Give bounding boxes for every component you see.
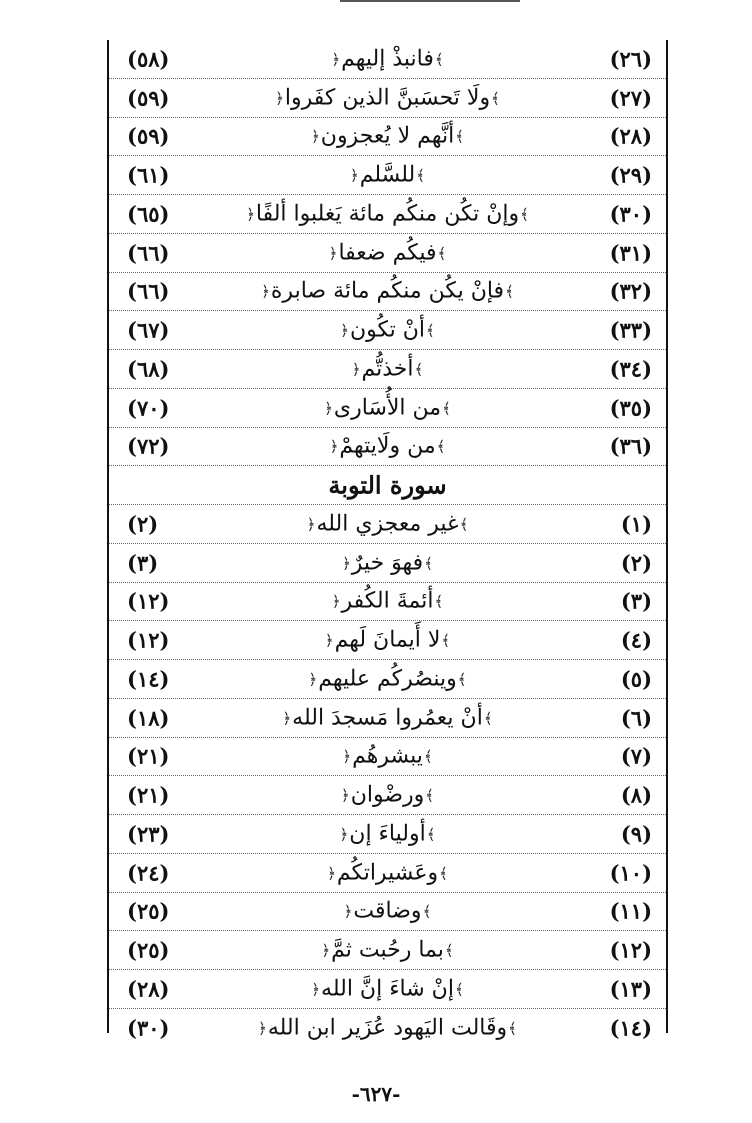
ornate-bracket-icon: ﴿ [246, 205, 255, 224]
page-reference: (٧٠) [127, 395, 170, 421]
page-reference: (٦٦) [127, 240, 170, 266]
verse-number: (١٠) [609, 860, 652, 886]
verse-text: ﴾أنَّهم لا يُعجزون﴿ [310, 123, 464, 149]
ornate-bracket-icon: ﴾ [436, 437, 446, 456]
verse-number: (٥) [620, 666, 652, 692]
page-reference: (٧٢) [127, 433, 170, 459]
verse-text: ﴾ولَا تَحسَبنَّ الذين كفَروا﴿ [275, 85, 500, 111]
verse-text: ﴾فيكُم ضعفا﴿ [328, 240, 447, 266]
verse-number: (١٢) [609, 937, 652, 963]
page-number: -٦٢٧- [351, 1082, 401, 1106]
verse-text: ﴾وقَالت اليَهود عُزَير ابن الله﴿ [258, 1015, 517, 1041]
verse-number: (٩) [620, 821, 652, 847]
ornate-bracket-icon: ﴾ [454, 980, 464, 999]
table-row [109, 738, 666, 777]
ornate-bracket-icon: ﴿ [331, 592, 341, 611]
ornate-bracket-icon: ﴾ [444, 941, 454, 960]
verse-text: ﴾غير معجزي الله﴿ [306, 511, 469, 537]
ornate-bracket-icon: ﴿ [342, 554, 351, 573]
ornate-bracket-icon: ﴾ [508, 1019, 517, 1038]
table-row [109, 389, 666, 428]
page-reference: (٦٧) [127, 317, 170, 343]
ornate-bracket-icon: ﴾ [459, 515, 469, 534]
ornate-bracket-icon: ﴾ [505, 282, 514, 301]
ornate-bracket-icon: ﴿ [258, 1019, 267, 1038]
page-reference: (٥٩) [127, 123, 170, 149]
page-reference: (٢٨) [127, 976, 170, 1002]
verse-text: ﴾بما رحُبت ثمَّ﴿ [321, 937, 454, 963]
surah-heading-row [109, 466, 666, 505]
ornate-bracket-icon: ﴾ [455, 127, 464, 146]
verse-text: ﴾أنْ تكُون﴿ [340, 317, 435, 343]
ornate-bracket-icon: ﴿ [340, 321, 349, 340]
ornate-bracket-icon: ﴾ [434, 50, 444, 69]
ornate-bracket-icon: ﴿ [282, 709, 292, 728]
verse-number: (١٤) [609, 1015, 652, 1041]
table-row [109, 699, 666, 738]
verse-text: ﴾أئمةَ الكُفر﴿ [331, 588, 444, 614]
ornate-bracket-icon: ﴾ [441, 631, 451, 650]
verse-text: ﴾يبشرهُم﴿ [342, 743, 433, 769]
ornate-bracket-icon: ﴿ [308, 670, 318, 689]
table-row [109, 931, 666, 970]
ornate-bracket-icon: ﴾ [437, 244, 447, 263]
ornate-bracket-icon: ﴾ [426, 321, 435, 340]
ornate-bracket-icon: ﴿ [329, 437, 339, 456]
verse-text: ﴾وينصُركُم عليهم﴿ [308, 666, 467, 692]
ornate-bracket-icon: ﴾ [439, 864, 448, 883]
page-reference: (٣) [127, 550, 159, 576]
page-reference: (١٨) [127, 705, 170, 731]
table-row [109, 273, 666, 312]
ornate-bracket-icon: ﴾ [424, 554, 433, 573]
ornate-bracket-icon: ﴾ [483, 709, 493, 728]
ornate-bracket-icon: ﴾ [442, 399, 451, 418]
table-row [109, 195, 666, 234]
verse-number: (١٣) [609, 976, 652, 1002]
verse-text: ﴾وعَشيراتكُم﴿ [327, 860, 448, 886]
ornate-bracket-icon: ﴿ [311, 980, 321, 999]
verse-number: (٢٧) [609, 85, 652, 111]
ornate-bracket-icon: ﴿ [339, 825, 349, 844]
ornate-bracket-icon: ﴾ [457, 670, 467, 689]
verse-index-table [107, 40, 668, 1041]
verse-text: ﴾لا أَيمانَ لَهم﴿ [324, 627, 451, 653]
table-row [109, 660, 666, 699]
ornate-bracket-icon: ﴿ [351, 360, 361, 379]
table-row [109, 544, 666, 583]
table-row [109, 118, 666, 157]
verse-text: ﴾ورضْوان﴿ [340, 782, 435, 808]
page-reference: (٢٥) [127, 937, 170, 963]
page-reference: (٥٩) [127, 85, 170, 111]
verse-number: (٣٠) [609, 201, 652, 227]
table-row [109, 776, 666, 815]
ornate-bracket-icon: ﴿ [340, 786, 350, 805]
verse-text: ﴾من الأُسَارى﴿ [324, 395, 451, 421]
verse-number: (٣٦) [609, 433, 652, 459]
verse-number: (٣٤) [609, 356, 652, 382]
verse-text: ﴾أخذتُّم﴿ [351, 356, 424, 382]
verse-number: (٣) [620, 588, 652, 614]
ornate-bracket-icon: ﴿ [275, 89, 284, 108]
table-rows [109, 40, 666, 1048]
ornate-bracket-icon: ﴾ [414, 360, 424, 379]
table-row [109, 234, 666, 273]
ornate-bracket-icon: ﴾ [426, 825, 436, 844]
verse-text: ﴾وضاقت﴿ [343, 898, 432, 924]
table-row [109, 505, 666, 544]
ornate-bracket-icon: ﴾ [416, 166, 426, 185]
ornate-bracket-icon: ﴾ [434, 592, 444, 611]
ornate-bracket-icon: ﴾ [423, 747, 433, 766]
top-rule [340, 0, 520, 2]
page-reference: (٢١) [127, 782, 170, 808]
ornate-bracket-icon: ﴿ [349, 166, 359, 185]
page-reference: (٢١) [127, 743, 170, 769]
page-reference: (٢٤) [127, 860, 170, 886]
table-row [109, 79, 666, 118]
ornate-bracket-icon: ﴾ [491, 89, 500, 108]
ornate-bracket-icon: ﴿ [342, 747, 352, 766]
page-reference: (١٤) [127, 666, 170, 692]
verse-number: (٣٢) [609, 278, 652, 304]
ornate-bracket-icon: ﴾ [425, 786, 435, 805]
verse-number: (٢٨) [609, 123, 652, 149]
page-reference: (١٢) [127, 627, 170, 653]
table-row [109, 350, 666, 389]
ornate-bracket-icon: ﴿ [261, 282, 270, 301]
verse-number: (٣٣) [609, 317, 652, 343]
table-row [109, 40, 666, 79]
verse-number: (١١) [609, 898, 652, 924]
verse-number: (٧) [620, 743, 652, 769]
verse-number: (٢٦) [609, 46, 652, 72]
verse-number: (٢٩) [609, 162, 652, 188]
ornate-bracket-icon: ﴿ [306, 515, 316, 534]
verse-text: ﴾فإنْ يكُن منكُم مائة صابرة﴿ [261, 278, 514, 304]
table-row [109, 311, 666, 350]
ornate-bracket-icon: ﴿ [324, 631, 334, 650]
table-row [109, 428, 666, 467]
table-row [109, 854, 666, 893]
table-row [109, 1009, 666, 1048]
table-row [109, 621, 666, 660]
page-reference: (٦٦) [127, 278, 170, 304]
ornate-bracket-icon: ﴿ [321, 941, 331, 960]
verse-text: ﴾أنْ يعمُروا مَسجدَ الله﴿ [282, 705, 493, 731]
page-reference: (٦٥) [127, 201, 170, 227]
page-reference: (٢) [127, 511, 159, 537]
page-reference: (٣٠) [127, 1015, 170, 1041]
ornate-bracket-icon: ﴿ [327, 864, 336, 883]
verse-text: ﴾فهوَ خيرٌ﴿ [342, 550, 433, 576]
ornate-bracket-icon: ﴾ [422, 902, 432, 921]
verse-number: (٨) [620, 782, 652, 808]
table-row [109, 815, 666, 854]
table-row [109, 893, 666, 932]
page-reference: (٦١) [127, 162, 170, 188]
table-row [109, 156, 666, 195]
verse-text: ﴾فانبذْ إليهم﴿ [331, 46, 444, 72]
surah-heading: سورة التوبة [328, 470, 447, 500]
verse-number: (٤) [620, 627, 652, 653]
verse-number: (٣٥) [609, 395, 652, 421]
verse-number: (١) [620, 511, 652, 537]
verse-text: ﴾للسَّلم﴿ [349, 162, 426, 188]
page-reference: (٢٣) [127, 821, 170, 847]
table-row [109, 583, 666, 622]
ornate-bracket-icon: ﴾ [520, 205, 529, 224]
verse-text: ﴾وإنْ تكُن منكُم مائة يَغلبوا ألفًا﴿ [246, 201, 529, 227]
verse-number: (٣١) [609, 240, 652, 266]
verse-text: ﴾أولياءَ إن﴿ [339, 821, 436, 847]
page-reference: (٥٨) [127, 46, 170, 72]
ornate-bracket-icon: ﴿ [324, 399, 333, 418]
verse-number: (٦) [620, 705, 652, 731]
page-reference: (٦٨) [127, 356, 170, 382]
ornate-bracket-icon: ﴿ [310, 127, 320, 146]
verse-number: (٢) [620, 550, 652, 576]
page-reference: (١٢) [127, 588, 170, 614]
ornate-bracket-icon: ﴿ [331, 50, 341, 69]
page-reference: (٢٥) [127, 898, 170, 924]
ornate-bracket-icon: ﴿ [328, 244, 338, 263]
table-row [109, 970, 666, 1009]
ornate-bracket-icon: ﴿ [343, 902, 353, 921]
verse-text: ﴾إنْ شاءَ إنَّ الله﴿ [311, 976, 464, 1002]
verse-text: ﴾من ولَايتهمْ﴿ [329, 433, 446, 459]
